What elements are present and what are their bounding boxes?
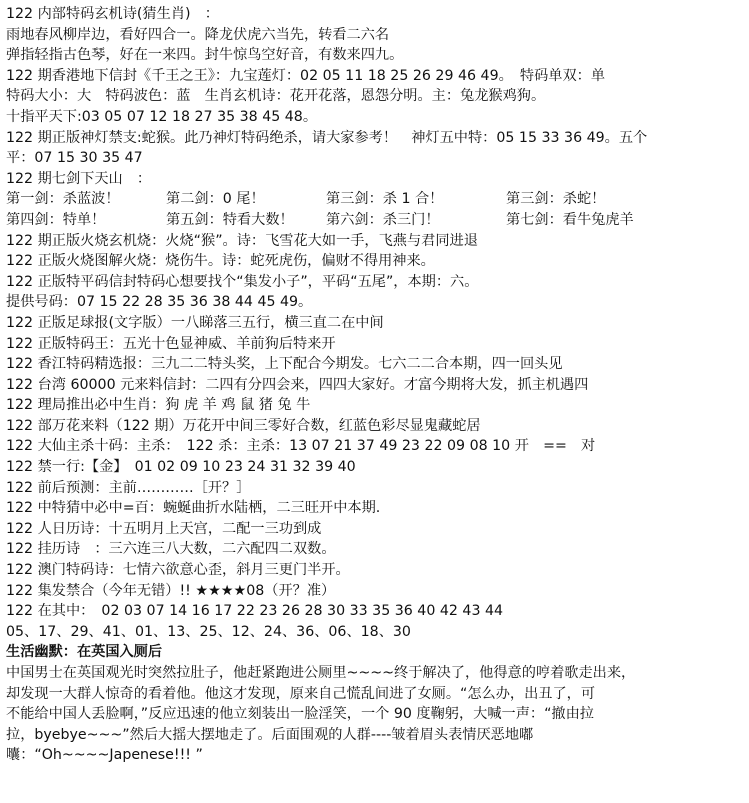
doc-line: 122 人日历诗：十五明月上天宫，二配一三功到成 [6, 520, 322, 537]
doc-line: 122 期正版神灯禁支:蛇猴。此乃神灯特码绝杀，请大家参考！ 神灯五中特：05 15 33 36 49。五个 [6, 129, 648, 146]
humor-heading: 生活幽默：在英国入厕后 [6, 644, 163, 661]
doc-line: 122 中特猜中必中=百：蜿蜒曲折水陆栖，二三旺开中本期. [6, 500, 381, 517]
doc-line: 05、17、29、41、01、13、25、12、24、36、06、18、30 [6, 623, 411, 640]
doc-line: 弹指轻指古色琴，好在一来四。封牛惊鸟空好音，有数来四九。 [6, 47, 404, 64]
doc-line: 122 在其中： 02 03 07 14 16 17 22 23 26 28 30 33 35 36 40 42 43 44 [6, 603, 504, 620]
doc-line: 122 内部特码玄机诗(猜生肖) ： [6, 6, 219, 22]
sword-3b: 第三剑：杀蛇！ [506, 191, 606, 208]
doc-line: 122 香江特码精选报：三九二二特头奖，上下配合今期发。七六二二合本期，四一回头见 [6, 356, 563, 373]
doc-line: 122 澳门特码诗：七情六欲意心歪，斜月三更门半开。 [6, 562, 350, 579]
sword-7: 第七剑：看牛兔虎羊 [506, 211, 634, 228]
story-line: 却发现一大群人惊奇的看着他。他这才发现，原来自己慌乱间进了女厕。“怎么办，出丑了，可 [6, 685, 596, 702]
doc-line: 122 正版火烧图解火烧：烧伤牛。诗：蛇死虎伤，偏财不得用神来。 [6, 253, 435, 270]
doc-line: 122 正版足球报(文字版）一八睇落三五行，横三直二在中间 [6, 314, 384, 331]
sword-1: 第一剑：杀蓝波！ [6, 191, 120, 208]
story-line: 囔：“Oh~~~~Japenese!!! ” [6, 747, 203, 764]
doc-line: 122 正版特码王：五光十色显神威、羊前狗后特来开 [6, 335, 336, 352]
doc-line: 122 正版特平码信封特码心想要找个“集发小子”，平码“五尾”，本期：六。 [6, 273, 479, 290]
sword-row-2 [6, 210, 744, 231]
doc-line: 提供号码：07 15 22 28 35 36 38 44 45 49。 [6, 294, 313, 311]
doc-line: 平：07 15 30 35 47 [6, 150, 143, 167]
document-page [6, 4, 744, 799]
sword-5: 第五剑：特看大数！ [166, 211, 294, 228]
doc-line: 122 期正版火烧玄机烧：火烧“猴”。诗：飞雪花大如一手，飞燕与君同进退 [6, 232, 478, 249]
doc-line: 122 期香港地下信封《千王之王》：九宝莲灯：02 05 11 18 25 26 29 46 49。 特码单双：单 [6, 67, 606, 84]
sword-4: 第四剑：特单！ [6, 211, 106, 228]
sword-6: 第六剑：杀三门！ [326, 211, 440, 228]
sword-2: 第二剑：0 尾！ [166, 191, 265, 208]
doc-line: 122 集发禁合（今年无错）!! ★★★★08（开？准） [6, 582, 336, 599]
doc-line: 十指平天下:03 05 07 12 18 27 35 38 45 48。 [6, 108, 318, 125]
doc-line: 122 前后预测：主前…………［开？］ [6, 479, 251, 496]
doc-line: 雨地春风柳岸边，看好四合一。降龙伏虎六当先，转看二六名 [6, 26, 390, 43]
story-line: 拉，byebye~~~”然后大摇大摆地走了。后面围观的人群----皱着眉头表情厌恶地嘟 [6, 726, 534, 743]
doc-line: 122 理局推出必中生肖：狗 虎 羊 鸡 鼠 猪 兔 牛 [6, 397, 311, 414]
humor-story [6, 663, 744, 766]
story-line: 不能给中国人丢脸啊，”反应迅速的他立刻装出一脸淫笑，一个 90 度鞠躬，大喊一声：“撤由拉 [6, 706, 594, 723]
doc-line: 特码大小：大 特码波色：蓝 生肖玄机诗：花开花落，恩怨分明。主：兔龙猴鸡狗。 [6, 88, 546, 105]
doc-line: 122 挂历诗 ：三六连三八大数，二六配四二双数。 [6, 541, 336, 558]
doc-line: 122 期七剑下天山 ： [6, 170, 152, 187]
doc-line: 122 禁一行:【金】 01 02 09 10 23 24 31 32 39 40 [6, 459, 356, 476]
sword-row-1 [6, 189, 744, 210]
sword-3: 第三剑：杀 1 合！ [326, 191, 444, 208]
doc-line: 122 部万花来料（122 期）万花开中间三零好合数，红蓝色彩尽显鬼藏蛇居 [6, 417, 481, 434]
story-line: 中国男士在英国观光时突然拉肚子，他赶紧跑进公厕里~~~~终于解决了，他得意的哼着歌走出来， [6, 665, 636, 681]
doc-line: 122 大仙主杀十码：主杀： 122 杀：主杀：13 07 21 37 49 23 22 09 08 10 开 == 对 [6, 438, 596, 455]
doc-line: 122 台湾 60000 元来料信封：二四有分四会来，四四大家好。才富今期将大发，抓主机遇四 [6, 376, 589, 393]
